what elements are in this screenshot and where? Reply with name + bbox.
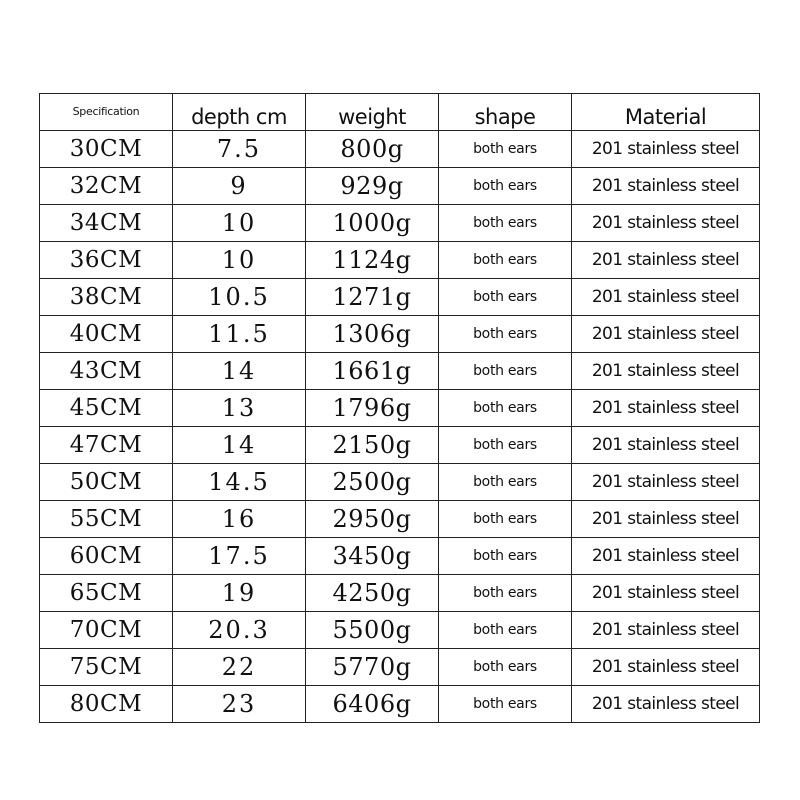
cell-specification: 60CM — [40, 538, 173, 575]
cell-specification: 43CM — [40, 353, 173, 390]
table-row — [40, 612, 760, 649]
cell-depth: 10.5 — [173, 279, 306, 316]
cell-depth: 7.5 — [173, 131, 306, 168]
cell-shape: both ears — [439, 279, 572, 316]
cell-material: 201 stainless steel — [572, 427, 760, 464]
cell-shape: both ears — [439, 575, 572, 612]
cell-weight: 1124g — [306, 242, 439, 279]
cell-material: 201 stainless steel — [572, 501, 760, 538]
cell-material: 201 stainless steel — [572, 131, 760, 168]
cell-weight: 5770g — [306, 649, 439, 686]
table-row — [40, 131, 760, 168]
cell-weight: 929g — [306, 168, 439, 205]
cell-shape: both ears — [439, 538, 572, 575]
header-material: Material — [572, 94, 760, 131]
cell-material: 201 stainless steel — [572, 649, 760, 686]
cell-specification: 47CM — [40, 427, 173, 464]
cell-depth: 11.5 — [173, 316, 306, 353]
cell-specification: 38CM — [40, 279, 173, 316]
header-depth: depth cm — [173, 94, 306, 131]
table-row — [40, 649, 760, 686]
cell-weight: 1796g — [306, 390, 439, 427]
cell-specification: 34CM — [40, 205, 173, 242]
cell-shape: both ears — [439, 464, 572, 501]
table-body — [40, 131, 760, 723]
cell-shape: both ears — [439, 168, 572, 205]
cell-material: 201 stainless steel — [572, 279, 760, 316]
cell-specification: 30CM — [40, 131, 173, 168]
header-row — [40, 94, 760, 131]
cell-depth: 23 — [173, 686, 306, 723]
cell-shape: both ears — [439, 427, 572, 464]
table-row — [40, 168, 760, 205]
cell-depth: 17.5 — [173, 538, 306, 575]
table-row — [40, 390, 760, 427]
cell-specification: 70CM — [40, 612, 173, 649]
table-row — [40, 316, 760, 353]
cell-specification: 80CM — [40, 686, 173, 723]
cell-material: 201 stainless steel — [572, 353, 760, 390]
cell-material: 201 stainless steel — [572, 316, 760, 353]
table-row — [40, 501, 760, 538]
cell-depth: 22 — [173, 649, 306, 686]
cell-shape: both ears — [439, 353, 572, 390]
cell-material: 201 stainless steel — [572, 390, 760, 427]
cell-depth: 13 — [173, 390, 306, 427]
cell-specification: 75CM — [40, 649, 173, 686]
cell-material: 201 stainless steel — [572, 168, 760, 205]
cell-shape: both ears — [439, 390, 572, 427]
cell-weight: 1306g — [306, 316, 439, 353]
cell-shape: both ears — [439, 131, 572, 168]
table-row — [40, 205, 760, 242]
table-header — [40, 94, 760, 131]
cell-weight: 5500g — [306, 612, 439, 649]
header-shape: shape — [439, 94, 572, 131]
table-row — [40, 686, 760, 723]
cell-weight: 6406g — [306, 686, 439, 723]
cell-weight: 4250g — [306, 575, 439, 612]
cell-material: 201 stainless steel — [572, 575, 760, 612]
cell-specification: 36CM — [40, 242, 173, 279]
table-row — [40, 427, 760, 464]
cell-depth: 14.5 — [173, 464, 306, 501]
table-row — [40, 242, 760, 279]
table-row — [40, 353, 760, 390]
cell-shape: both ears — [439, 316, 572, 353]
cell-depth: 14 — [173, 353, 306, 390]
cell-shape: both ears — [439, 242, 572, 279]
cell-material: 201 stainless steel — [572, 538, 760, 575]
cell-depth: 10 — [173, 205, 306, 242]
cell-weight: 2950g — [306, 501, 439, 538]
header-weight: weight — [306, 94, 439, 131]
header-specification: Specification — [40, 94, 173, 131]
cell-weight: 2150g — [306, 427, 439, 464]
cell-depth: 9 — [173, 168, 306, 205]
cell-depth: 16 — [173, 501, 306, 538]
cell-shape: both ears — [439, 205, 572, 242]
cell-weight: 1000g — [306, 205, 439, 242]
cell-depth: 10 — [173, 242, 306, 279]
table-row — [40, 575, 760, 612]
cell-shape: both ears — [439, 649, 572, 686]
cell-specification: 50CM — [40, 464, 173, 501]
cell-depth: 20.3 — [173, 612, 306, 649]
cell-material: 201 stainless steel — [572, 242, 760, 279]
cell-material: 201 stainless steel — [572, 205, 760, 242]
cell-specification: 65CM — [40, 575, 173, 612]
table-row — [40, 279, 760, 316]
table-row — [40, 464, 760, 501]
spec-table — [39, 93, 760, 723]
cell-depth: 19 — [173, 575, 306, 612]
cell-specification: 40CM — [40, 316, 173, 353]
cell-shape: both ears — [439, 612, 572, 649]
cell-shape: both ears — [439, 686, 572, 723]
cell-material: 201 stainless steel — [572, 612, 760, 649]
cell-specification: 32CM — [40, 168, 173, 205]
cell-material: 201 stainless steel — [572, 464, 760, 501]
cell-specification: 45CM — [40, 390, 173, 427]
table-row — [40, 538, 760, 575]
cell-weight: 2500g — [306, 464, 439, 501]
cell-weight: 1661g — [306, 353, 439, 390]
cell-material: 201 stainless steel — [572, 686, 760, 723]
cell-weight: 3450g — [306, 538, 439, 575]
cell-weight: 800g — [306, 131, 439, 168]
cell-depth: 14 — [173, 427, 306, 464]
cell-weight: 1271g — [306, 279, 439, 316]
cell-specification: 55CM — [40, 501, 173, 538]
cell-shape: both ears — [439, 501, 572, 538]
